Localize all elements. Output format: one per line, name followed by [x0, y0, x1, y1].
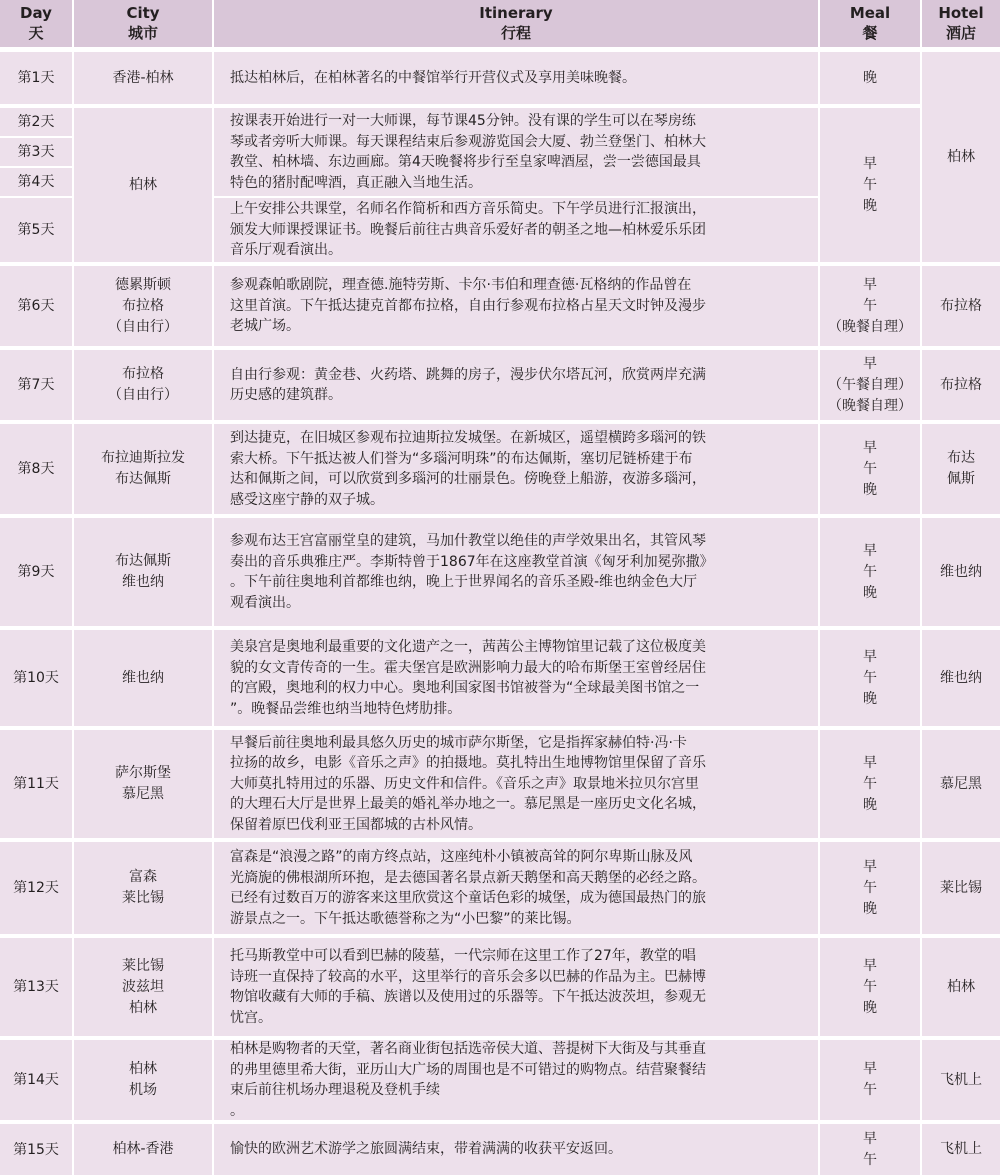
itinerary-line: 游景点之一。下午抵达歌德誉称之为“小巴黎”的莱比锡。	[230, 910, 581, 927]
city-cell	[74, 518, 212, 626]
day-cell	[0, 266, 72, 346]
day-label: 第12天	[13, 880, 59, 896]
day-cell	[0, 52, 72, 104]
hotel-name: 柏林	[947, 148, 975, 165]
itinerary-line: 上午安排公共课堂，名师名作简析和西方音乐简史。下午学员进行汇报演出，	[230, 201, 706, 218]
itinerary-line: 保留着原巴伐利亚王国都城的古朴风情。	[230, 816, 482, 833]
meal-item: （午餐自理）	[828, 376, 912, 393]
city-cell	[74, 350, 212, 420]
day-cell	[0, 842, 72, 934]
meal-item: 早	[863, 957, 877, 974]
day-cell	[0, 1040, 72, 1120]
itinerary-cell	[214, 198, 818, 262]
hotel-name: 维也纳	[940, 563, 982, 580]
itinerary-line: 到达捷克，在旧城区参观布拉迪斯拉发城堡。在新城区，遥望横跨多瑙河的铁	[230, 430, 706, 446]
itinerary-line: 老城广场。	[230, 318, 300, 335]
day-label: 第15天	[13, 1141, 59, 1158]
meal-item: 午	[863, 563, 877, 580]
itinerary-line: 大师莫扎特用过的乐器、历史文件和信件。《音乐之声》取景地米拉贝尔宫里	[230, 775, 699, 792]
city-name: 布拉迪斯拉发	[101, 450, 185, 466]
meal-item: 午	[863, 775, 877, 792]
itinerary-line: 参观布达王宫富丽堂皇的建筑，马加什教堂以绝佳的声学效果出名，其管风琴	[230, 533, 706, 549]
day-cell	[0, 168, 72, 196]
day-label: 第5天	[17, 222, 55, 238]
itinerary-text: 抵达柏林后，在柏林著名的中餐馆举行开营仪式及享用美味晚餐。	[230, 69, 636, 86]
itinerary-cell	[214, 424, 818, 514]
hotel-cell	[922, 1124, 1000, 1175]
itinerary-line: 感受这座宁静的双子城。	[230, 491, 384, 508]
itinerary-text	[230, 275, 808, 337]
hotel-name: 飞机上	[940, 1141, 982, 1157]
day-label: 第6天	[17, 298, 55, 314]
day-cell	[0, 138, 72, 166]
hotel-name: 佩斯	[947, 471, 975, 487]
city-name: 波兹坦	[122, 978, 164, 995]
day-cell	[0, 198, 72, 262]
meal-item: 午	[863, 297, 877, 314]
day-cell	[0, 630, 72, 726]
meal-item: 早	[863, 439, 877, 456]
hotel-cell	[922, 424, 1000, 514]
itinerary-cell	[214, 518, 818, 626]
itinerary-text	[230, 1040, 808, 1120]
day-label: 第4天	[17, 174, 55, 190]
day-cell	[0, 938, 72, 1036]
meal-cell	[820, 266, 920, 346]
header-day	[0, 0, 72, 47]
itinerary-line: 富森是“浪漫之路”的南方终点站，这座纯朴小镇被高耸的阿尔卑斯山脉及风	[230, 849, 693, 865]
city-name: 德累斯顿	[115, 276, 171, 293]
hotel-name: 布拉格	[940, 376, 982, 393]
itinerary-cell	[214, 350, 818, 420]
itinerary-line: 已经有过数百万的游客来这里欣赏这个童话色彩的城堡，成为德国最热门的旅	[230, 890, 706, 906]
meal-item: 午	[863, 1082, 877, 1098]
itinerary-text	[230, 946, 808, 1028]
header-city-zh: 城市	[127, 24, 158, 42]
itinerary-line: 拉扬的故乡，电影《音乐之声》的拍摄地。莫扎特出生地博物馆里保留了音乐	[230, 755, 706, 772]
city-name: 机场	[129, 1082, 157, 1098]
itinerary-cell	[214, 1124, 818, 1175]
hotel-cell	[922, 518, 1000, 626]
meal-item: 晚	[863, 69, 877, 86]
itinerary-line: 颁发大师课授课证书。晚餐后前往古典音乐爱好者的朝圣之地—柏林爱乐乐团	[230, 221, 706, 238]
meal-cell	[820, 350, 920, 420]
city-name: 香港-柏林	[112, 69, 174, 86]
header-itinerary-zh: 行程	[500, 24, 531, 42]
hotel-cell	[922, 730, 1000, 838]
day-cell	[0, 424, 72, 514]
itinerary-line: 。下午前往奥地利首都维也纳，晚上于世界闻名的音乐圣殿-维也纳金色大厅	[230, 574, 698, 590]
city-note: （自由行）	[108, 387, 178, 403]
itinerary-line: 忧宫。	[230, 1009, 272, 1026]
itinerary-text	[230, 531, 808, 613]
hotel-cell	[922, 842, 1000, 934]
meal-item: 早	[863, 648, 877, 665]
meal-item: 午	[863, 460, 877, 477]
meal-item: 早	[863, 1130, 877, 1147]
hotel-cell	[922, 266, 1000, 346]
city-cell	[74, 938, 212, 1036]
meal-cell	[820, 730, 920, 838]
day-label: 第1天	[17, 70, 55, 86]
city-cell	[74, 842, 212, 934]
itinerary-line: 貌的女文青传奇的一生。霍夫堡宫是欧洲影响力最大的哈布斯堡王室曾经居住	[230, 659, 706, 676]
itinerary-line: 音乐厅观看演出。	[230, 242, 342, 259]
day-label: 第3天	[17, 144, 55, 160]
hotel-name: 慕尼黑	[940, 775, 982, 792]
city-name: 柏林	[129, 999, 157, 1016]
meal-item: 早	[863, 754, 877, 771]
meal-item: 早	[863, 355, 877, 372]
hotel-name: 维也纳	[940, 669, 982, 686]
city-name: 慕尼黑	[122, 786, 164, 802]
itinerary-line: 历史感的建筑群。	[230, 387, 342, 403]
day-label: 第8天	[17, 461, 55, 477]
city-name: 布达佩斯	[115, 553, 171, 569]
itinerary-line: 参观森帕歌剧院，理查德.施特劳斯、卡尔·韦伯和理查德·瓦格纳的作品曾在	[230, 277, 692, 294]
header-hotel-zh: 酒店	[945, 24, 976, 42]
itinerary-line: 观看演出。	[230, 594, 300, 611]
header-hotel	[922, 0, 1000, 47]
itinerary-text	[230, 111, 808, 193]
header-itinerary-en: Itinerary	[479, 4, 553, 22]
itinerary-line: 奏出的音乐典雅庄严。李斯特曾于1867年在这座教堂首演《匈牙利加冕弥撒》	[230, 553, 714, 570]
itinerary-line: 达和佩斯之间，可以欣赏到多瑙河的壮丽景色。傍晚登上船游，夜游多瑙河，	[230, 471, 706, 487]
itinerary-text	[230, 637, 808, 719]
itinerary-line: ”。晚餐品尝维也纳当地特色烤肋排。	[230, 700, 462, 717]
header-meal-en: Meal	[849, 4, 891, 22]
city-cell	[74, 1124, 212, 1175]
city-name: 柏林-香港	[112, 1141, 174, 1157]
meal-cell	[820, 52, 920, 104]
city-cell	[74, 266, 212, 346]
city-name: 莱比锡	[122, 890, 164, 906]
city-name: 布达佩斯	[115, 471, 171, 487]
meal-item: 晚	[863, 999, 877, 1016]
meal-cell	[820, 108, 920, 262]
header-city-en: City	[126, 4, 160, 22]
city-name: 布拉格	[122, 366, 164, 382]
city-cell	[74, 108, 212, 262]
day-cell	[0, 108, 72, 136]
city-name: 柏林	[129, 1061, 157, 1077]
day-label: 第7天	[17, 377, 55, 393]
itinerary-cell	[214, 266, 818, 346]
meal-item: 晚	[863, 900, 877, 917]
meal-item: 晚	[863, 481, 877, 498]
itinerary-text	[230, 733, 808, 836]
meal-item: 早	[863, 155, 877, 172]
itinerary-cell	[214, 842, 818, 934]
meal-item: （晚餐自理）	[828, 318, 912, 335]
hotel-cell	[922, 350, 1000, 420]
day-label: 第10天	[13, 670, 59, 686]
itinerary-line: 托马斯教堂中可以看到巴赫的陵墓，一代宗师在这里工作了27年，教堂的唱	[230, 948, 696, 964]
itinerary-line: 索大桥。下午抵达被人们誉为“多瑙河明珠”的布达佩斯，塞切尼链桥建于布	[230, 450, 693, 467]
meal-item: 晚	[863, 584, 877, 601]
meal-item: 午	[863, 176, 877, 193]
itinerary-text: 愉快的欧洲艺术游学之旅圆满结束，带着满满的收获平安返回。	[230, 1141, 622, 1158]
city-name: 莱比锡	[122, 957, 164, 974]
itinerary-line: 的宫殿，奥地利的权力中心。奥地利国家图书馆被誉为“全球最美图书馆之一	[230, 680, 700, 696]
meal-cell	[820, 518, 920, 626]
hotel-name: 布达	[947, 450, 975, 466]
itinerary-text	[230, 199, 808, 261]
itinerary-line: 自由行参观：黄金巷、火药塔、跳舞的房子，漫步伏尔塔瓦河，欣赏两岸充满	[230, 366, 706, 383]
itinerary-line: 。	[230, 1102, 244, 1119]
header-meal-zh: 餐	[862, 24, 878, 42]
city-name: 萨尔斯堡	[115, 765, 171, 781]
hotel-cell	[922, 52, 1000, 262]
meal-item: 午	[863, 879, 877, 896]
itinerary-cell	[214, 938, 818, 1036]
day-label: 第13天	[13, 979, 59, 995]
hotel-name: 飞机上	[940, 1071, 982, 1088]
city-name: 富森	[129, 869, 157, 885]
itinerary-line: 诗班一直保持了较高的水平，这里举行的音乐会多以巴赫的作品为主。巴赫博	[230, 968, 706, 985]
itinerary-line: 的弗里德里希大街，亚历山大广场的周围也是不可错过的购物点。结营聚餐结	[230, 1061, 706, 1078]
day-cell	[0, 1124, 72, 1175]
meal-item: 早	[863, 542, 877, 559]
header-hotel-en: Hotel	[938, 4, 984, 22]
itinerary-line: 束后前往机场办理退税及登机手续	[230, 1082, 440, 1098]
meal-item: 早	[863, 276, 877, 293]
itinerary-line: 光旖旎的佛根湖所环抱，是去德国著名景点新天鹅堡和高天鹅堡的必经之路。	[230, 869, 706, 886]
meal-cell	[820, 1040, 920, 1120]
header-itinerary	[214, 0, 818, 47]
city-name: 维也纳	[122, 574, 164, 590]
day-cell	[0, 730, 72, 838]
city-name: 维也纳	[122, 669, 164, 686]
day-label: 第2天	[17, 114, 55, 130]
itinerary-cell	[214, 1040, 818, 1120]
meal-item: 早	[863, 858, 877, 875]
hotel-cell	[922, 630, 1000, 726]
itinerary-text	[230, 365, 808, 406]
meal-cell	[820, 1124, 920, 1175]
meal-cell	[820, 842, 920, 934]
city-name: 布拉格	[122, 297, 164, 314]
meal-item: 午	[863, 669, 877, 686]
meal-item: 晚	[863, 690, 877, 707]
itinerary-text	[230, 847, 808, 929]
meal-item: 晚	[863, 197, 877, 214]
meal-cell	[820, 938, 920, 1036]
itinerary-cell	[214, 52, 818, 104]
hotel-name: 莱比锡	[940, 879, 982, 896]
day-label: 第11天	[13, 776, 59, 792]
itinerary-line: 按课表开始进行一对一大师课，每节课45分钟。没有课的学生可以在琴房练	[230, 113, 696, 129]
hotel-cell	[922, 1040, 1000, 1120]
day-cell	[0, 350, 72, 420]
city-note: （自由行）	[108, 318, 178, 335]
itinerary-line: 琴或者旁听大师课。每天课程结束后参观游览国会大厦、勃兰登堡门、柏林大	[230, 133, 706, 150]
meal-item: 早	[863, 1061, 877, 1077]
hotel-cell	[922, 938, 1000, 1036]
itinerary-line: 这里首演。下午抵达捷克首都布拉格，自由行参观布拉格占星天文时钟及漫步	[230, 297, 706, 314]
hotel-name: 柏林	[947, 978, 975, 995]
city-cell	[74, 730, 212, 838]
header-city	[74, 0, 212, 47]
city-cell	[74, 424, 212, 514]
meal-item: 午	[863, 1151, 877, 1168]
city-name: 柏林	[129, 176, 157, 193]
itinerary-line: 美泉宫是奥地利最重要的文化遗产之一，茜茜公主博物馆里记载了这位极度美	[230, 639, 706, 655]
itinerary-line: 特色的猪肘配啤酒，真正融入当地生活。	[230, 174, 482, 191]
itinerary-line: 教堂、柏林墙、东边画廊。第4天晚餐将步行至皇家啤酒屋，尝一尝德国最具	[230, 154, 701, 170]
meal-item: 晚	[863, 796, 877, 813]
day-label: 第9天	[17, 564, 55, 580]
itinerary-line: 物馆收藏有大师的手稿、族谱以及使用过的乐器等。下午抵达波茨坦，参观无	[230, 989, 706, 1005]
header-day-zh: 天	[28, 24, 44, 42]
itinerary-text	[230, 428, 808, 510]
meal-item: 午	[863, 978, 877, 995]
meal-cell	[820, 630, 920, 726]
header-meal	[820, 0, 920, 47]
meal-item: （晚餐自理）	[828, 397, 912, 414]
city-cell	[74, 52, 212, 104]
itinerary-cell	[214, 730, 818, 838]
itinerary-line: 的大理石大厅是世界上最美的婚礼举办地之一。慕尼黑是一座历史文化名城，	[230, 796, 706, 813]
meal-cell	[820, 424, 920, 514]
itinerary-cell	[214, 630, 818, 726]
header-day-en: Day	[20, 4, 52, 22]
hotel-name: 布拉格	[940, 297, 982, 314]
itinerary-cell	[214, 108, 818, 196]
city-cell	[74, 630, 212, 726]
city-cell	[74, 1040, 212, 1120]
itinerary-line: 早餐后前往奥地利最具悠久历史的城市萨尔斯堡，它是指挥家赫伯特·冯·卡	[230, 734, 687, 751]
itinerary-line: 柏林是购物者的天堂，著名商业街包括选帝侯大道、菩提树下大街及与其垂直	[230, 1041, 706, 1057]
day-label: 第14天	[13, 1072, 59, 1088]
day-cell	[0, 518, 72, 626]
